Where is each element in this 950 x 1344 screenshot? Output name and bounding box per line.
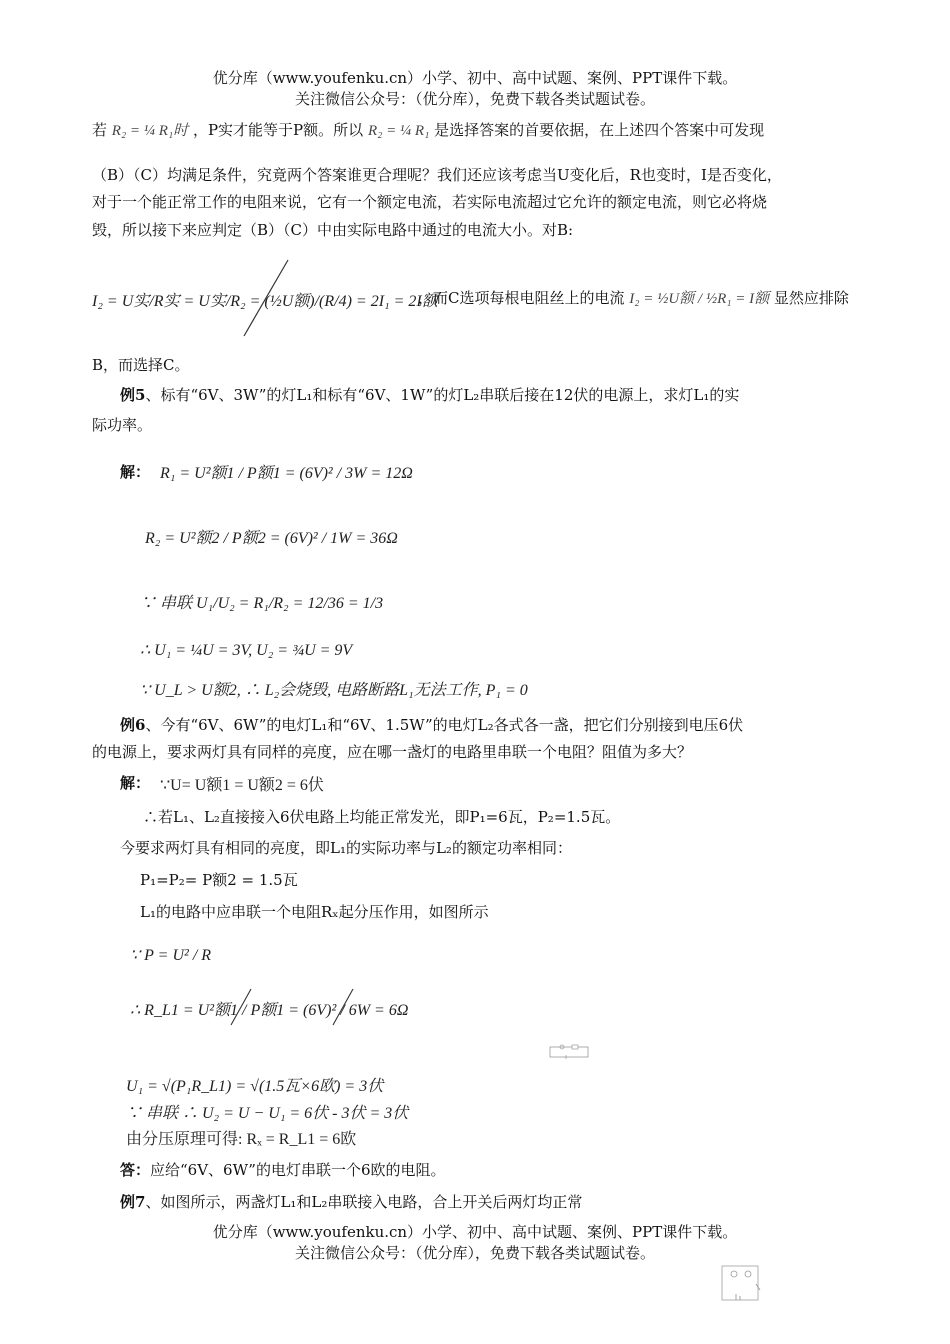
- answer-label: 答：: [120, 1161, 151, 1179]
- paragraph-5: [418, 288, 878, 309]
- equation-u2: ∵ 串联 ∴ U₂ = U − U₁ = 6伏 - 3伏 = 3伏: [126, 1105, 409, 1122]
- text-span: ，P实才能等于P额。所以: [192, 121, 364, 139]
- paragraph-2: （B）（C）均满足条件，究竟两个答案谁更合理呢？我们还应该考虑当U变化后，R也变时，I是否变化，: [92, 166, 782, 184]
- example-7-line1: [120, 1192, 864, 1212]
- paragraph-1: [92, 120, 864, 141]
- fraction-slashes: [225, 985, 375, 1030]
- text-span: 显然应排除: [773, 289, 849, 307]
- solution-label: 解：: [120, 774, 151, 792]
- fraction-slash: [240, 256, 292, 340]
- equation-ratio: ∵ 串联 U₁/U₂ = R₁/R₂ = 12/36 = 1/3: [140, 595, 384, 612]
- paragraph-4: 毁，所以接下来应判定（B）（C）中由实际电路中通过的电流大小。对B:: [92, 221, 574, 239]
- text-span: 、如图所示，两盏灯L₁和L₂串联接入电路，合上开关后两灯均正常: [145, 1193, 583, 1211]
- equation-b: I₂ = U实/R实 = U实/R₂ = (½U额)/(R/4) = 2I₁ = 2I额: [92, 293, 438, 310]
- equation-rx: 由分压原理可得: Rₓ = R_L1 = 6欧: [126, 1131, 357, 1148]
- equation-power: ∵ P = U² / R: [130, 947, 212, 964]
- equation-u1: U₁ = √(P₁R_L1) = √(1.5瓦×6欧) = 3伏: [126, 1078, 384, 1095]
- inline-equation: R₂ = ¼ R₁时: [111, 123, 189, 139]
- example-6-line1: [120, 715, 864, 735]
- equation-conclusion: ∵ U_L > U额2, ∴ L₂会烧毁, 电路断路L₁无法工作, P₁ = 0: [140, 682, 528, 699]
- paragraph-3: 对于一个能正常工作的电阻来说，它有一个额定电流，若实际电流超过它允许的额定电流，则它必将烧: [92, 193, 768, 211]
- page-footer-line1: 优分库（www.youfenku.cn）小学、初中、高中试题、案例、PPT课件下载。: [212, 1223, 738, 1241]
- equation-u: ∵U= U额1 = U额2 = 6伏: [160, 777, 324, 794]
- example-6-line4: 今要求两灯具有相同的亮度，即L₁的实际功率与L₂的额定功率相同：: [120, 839, 572, 857]
- example-6-line5: P₁=P₂= P额2 = 1.5瓦: [140, 871, 298, 889]
- example-6-line2: 的电源上，要求两灯具有同样的亮度，应在哪一盏灯的电路里串联一个电阻？阻值为多大？: [92, 743, 693, 761]
- solution-label: 解：: [120, 463, 151, 481]
- example-label: 例5: [120, 386, 146, 404]
- circuit-diagram-ex7: [718, 1262, 762, 1306]
- text-span: 、标有“6V、3W”的灯L₁和标有“6V、1W”的灯L₂串联后接在12伏的电源上，求灯L₁的实: [145, 386, 740, 404]
- equation-voltages: ∴ U₁ = ¼U = 3V, U₂ = ¾U = 9V: [140, 642, 353, 659]
- text-span: ，而C选项每根电阻丝上的电流: [418, 289, 625, 307]
- inline-equation: I₂ = ½U额 / ½R₁ = I额: [629, 291, 770, 307]
- answer-line: [120, 1160, 864, 1180]
- text-span: 是选择答案的首要依据，在上述四个答案中可发现: [434, 121, 765, 139]
- equation-r2: R₂ = U²额2 / P额2 = (6V)² / 1W = 36Ω: [145, 530, 398, 547]
- example-label: 例7: [120, 1193, 146, 1211]
- page-footer-line2: 关注微信公众号：（优分库），免费下载各类试题试卷。: [294, 1244, 655, 1262]
- equation-r1: R₁ = U²额1 / P额1 = (6V)² / 3W = 12Ω: [160, 465, 413, 482]
- paragraph-6: B，而选择C。: [92, 356, 190, 374]
- page-header-line2: 关注微信公众号：（优分库），免费下载各类试题试卷。: [294, 90, 655, 108]
- example-label: 例6: [120, 716, 146, 734]
- text-span: 若: [92, 121, 108, 139]
- example-5-line2: 际功率。: [92, 416, 153, 434]
- example-5-line1: [120, 385, 864, 405]
- equation-rl1: ∴ R_L1 = U²额1 / P额1 = (6V)² / 6W = 6Ω: [130, 1002, 409, 1019]
- text-span: 应给“6V、6W”的电灯串联一个6欧的电阻。: [150, 1161, 446, 1179]
- example-6-line3: ∴若L₁、L₂直接接入6伏电路上均能正常发光，即P₁=6瓦，P₂=1.5瓦。: [143, 808, 621, 826]
- example-6-line6: L₁的电路中应串联一个电阻Rₓ起分压作用，如图所示: [140, 903, 489, 921]
- page-header-line1: 优分库（www.youfenku.cn）小学、初中、高中试题、案例、PPT课件下载。: [212, 69, 738, 87]
- text-span: 、今有“6V、6W”的电灯L₁和“6V、1.5W”的电灯L₂各式各一盏，把它们分别接到电压6伏: [145, 716, 744, 734]
- circuit-diagram-small: [548, 1044, 590, 1060]
- inline-equation: R₂ = ¼ R₁: [367, 123, 430, 139]
